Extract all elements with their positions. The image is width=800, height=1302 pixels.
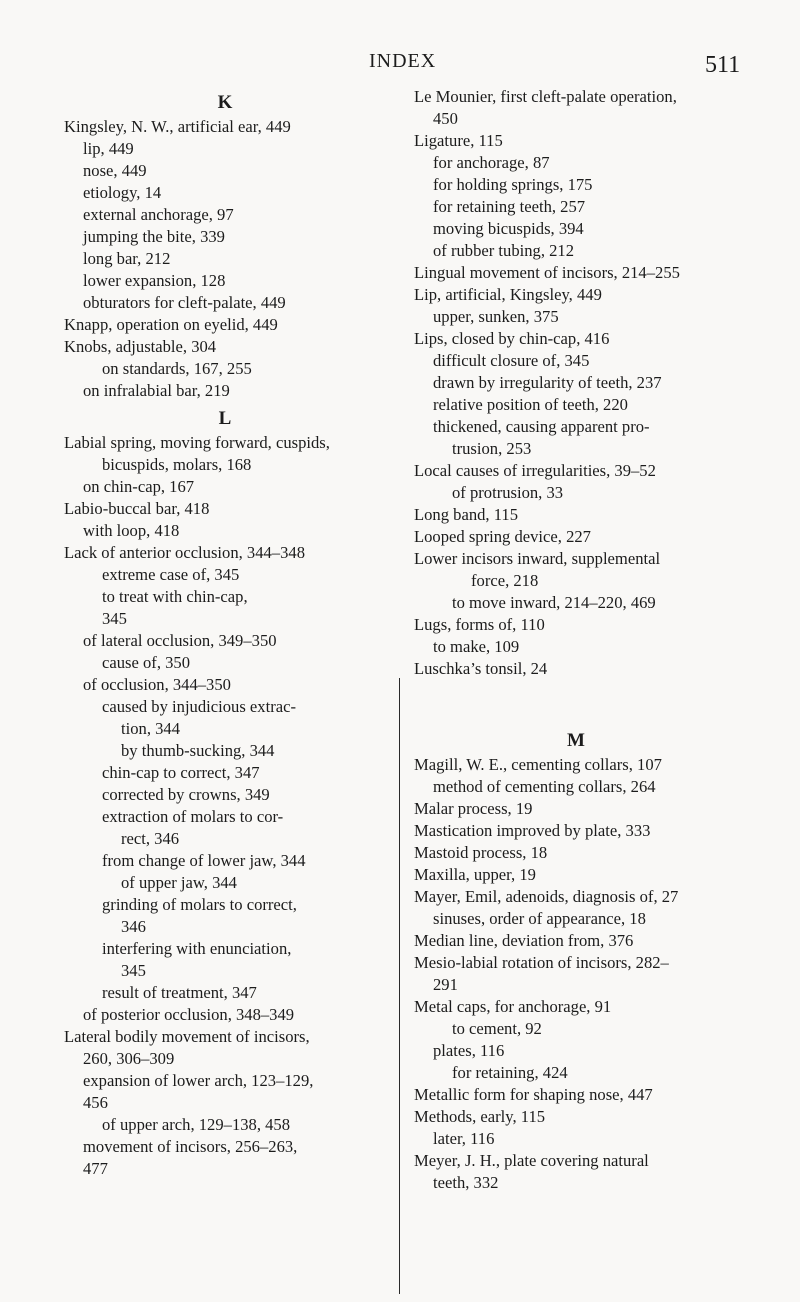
index-subentry: cause of, 350: [102, 653, 191, 672]
index-subentry: caused by injudicious extrac-: [102, 697, 296, 716]
index-entry: Lugs, forms of, 110: [414, 615, 545, 634]
index-subentry: force, 218: [471, 571, 539, 590]
index-entry: Lower incisors inward, supplemental: [414, 549, 661, 568]
index-subentry: 450: [433, 109, 458, 128]
index-subentry: for anchorage, 87: [433, 153, 550, 172]
index-subentry: relative position of teeth, 220: [433, 395, 628, 414]
index-subentry: jumping the bite, 339: [83, 227, 225, 246]
index-subentry: result of treatment, 347: [102, 983, 257, 1002]
index-subentry: sinuses, order of appearance, 18: [433, 909, 646, 928]
index-subentry: extreme case of, 345: [102, 565, 240, 584]
index-subentry: movement of incisors, 256–263,: [83, 1137, 298, 1156]
index-subentry: tion, 344: [121, 719, 181, 738]
page-number: 511: [705, 52, 741, 78]
page-header: [0, 50, 800, 80]
index-entry: Lips, closed by chin-cap, 416: [414, 329, 610, 348]
index-subentry: to move inward, 214–220, 469: [452, 593, 656, 612]
index-subentry: 345: [121, 961, 146, 980]
index-subentry: long bar, 212: [83, 249, 171, 268]
index-entry: Median line, deviation from, 376: [414, 931, 634, 950]
index-entry: Le Mounier, first cleft-palate operation,: [414, 87, 677, 106]
index-entry: Metallic form for shaping nose, 447: [414, 1085, 653, 1104]
index-subentry: extraction of molars to cor-: [102, 807, 284, 826]
index-entry: Knapp, operation on eyelid, 449: [64, 315, 278, 334]
index-entry: Malar process, 19: [414, 799, 533, 818]
index-entry: Mayer, Emil, adenoids, diagnosis of, 27: [414, 887, 679, 906]
index-subentry: for retaining, 424: [452, 1063, 568, 1082]
index-entry: Mesio-labial rotation of incisors, 282–: [414, 953, 669, 972]
index-entry: Ligature, 115: [414, 131, 503, 150]
index-subentry: of lateral occlusion, 349–350: [83, 631, 277, 650]
index-entry: Lingual movement of incisors, 214–255: [414, 263, 680, 282]
index-entry: Lip, artificial, Kingsley, 449: [414, 285, 602, 304]
index-entry: Labio-buccal bar, 418: [64, 499, 210, 518]
index-subentry: etiology, 14: [83, 183, 162, 202]
index-subentry: on chin-cap, 167: [83, 477, 195, 496]
index-column-right: [414, 86, 738, 1194]
index-entry: Methods, early, 115: [414, 1107, 546, 1126]
index-entry: Maxilla, upper, 19: [414, 865, 536, 884]
index-subentry: of upper arch, 129–138, 458: [102, 1115, 291, 1134]
index-subentry: teeth, 332: [433, 1173, 499, 1192]
index-entry: Mastication improved by plate, 333: [414, 821, 651, 840]
index-subentry: of upper jaw, 344: [121, 873, 237, 892]
index-subentry: 260, 306–309: [83, 1049, 175, 1068]
blank-line: [414, 702, 738, 724]
index-subentry: to treat with chin-cap,: [102, 587, 248, 606]
index-subentry: lip, 449: [83, 139, 134, 158]
index-subentry: corrected by crowns, 349: [102, 785, 270, 804]
index-subentry: of rubber tubing, 212: [433, 241, 575, 260]
index-subentry: of protrusion, 33: [452, 483, 564, 502]
index-subentry: on infralabial bar, 219: [83, 381, 230, 400]
index-subentry: for holding springs, 175: [433, 175, 593, 194]
index-subentry: chin-cap to correct, 347: [102, 763, 260, 782]
index-subentry: bicuspids, molars, 168: [102, 455, 252, 474]
index-subentry: thickened, causing apparent pro-: [433, 417, 650, 436]
index-subentry: by thumb-sucking, 344: [121, 741, 275, 760]
section-letter: M: [567, 730, 585, 751]
index-entry: Knobs, adjustable, 304: [64, 337, 217, 356]
index-subentry: grinding of molars to correct,: [102, 895, 297, 914]
running-title: INDEX: [369, 50, 437, 72]
index-subentry: lower expansion, 128: [83, 271, 226, 290]
index-entry: Local causes of irregularities, 39–52: [414, 461, 656, 480]
index-subentry: plates, 116: [433, 1041, 505, 1060]
index-entry: Kingsley, N. W., artificial ear, 449: [64, 117, 291, 136]
index-subentry: of occlusion, 344–350: [83, 675, 231, 694]
index-subentry: rect, 346: [121, 829, 180, 848]
index-entry: Mastoid process, 18: [414, 843, 548, 862]
index-subentry: to cement, 92: [452, 1019, 542, 1038]
index-entry: Looped spring device, 227: [414, 527, 591, 546]
column-divider: [399, 678, 400, 1294]
index-subentry: with loop, 418: [83, 521, 180, 540]
index-subentry: for retaining teeth, 257: [433, 197, 586, 216]
index-entry: Long band, 115: [414, 505, 519, 524]
index-entry: Labial spring, moving forward, cuspids,: [64, 433, 330, 452]
index-subentry: difficult closure of, 345: [433, 351, 590, 370]
index-subentry: method of cementing collars, 264: [433, 777, 656, 796]
index-entry: Metal caps, for anchorage, 91: [414, 997, 612, 1016]
index-subentry: expansion of lower arch, 123–129,: [83, 1071, 314, 1090]
index-subentry: 345: [102, 609, 127, 628]
index-entry: Lateral bodily movement of incisors,: [64, 1027, 310, 1046]
index-subentry: 291: [433, 975, 458, 994]
index-subentry: drawn by irregularity of teeth, 237: [433, 373, 662, 392]
index-subentry: nose, 449: [83, 161, 147, 180]
index-subentry: obturators for cleft-palate, 449: [83, 293, 286, 312]
index-entry: Luschka’s tonsil, 24: [414, 659, 548, 678]
index-subentry: to make, 109: [433, 637, 520, 656]
index-subentry: 477: [83, 1159, 108, 1178]
index-subentry: from change of lower jaw, 344: [102, 851, 306, 870]
index-subentry: 456: [83, 1093, 108, 1112]
index-subentry: later, 116: [433, 1129, 495, 1148]
index-subentry: on standards, 167, 255: [102, 359, 252, 378]
index-entry: Meyer, J. H., plate covering natural: [414, 1151, 649, 1170]
section-letter: K: [217, 92, 233, 113]
index-subentry: interfering with enunciation,: [102, 939, 292, 958]
blank-line: [414, 680, 738, 702]
index-subentry: 346: [121, 917, 146, 936]
index-subentry: upper, sunken, 375: [433, 307, 559, 326]
index-subentry: moving bicuspids, 394: [433, 219, 584, 238]
index-entry: Lack of anterior occlusion, 344–348: [64, 543, 305, 562]
index-column-left: [64, 86, 386, 1180]
index-subentry: external anchorage, 97: [83, 205, 234, 224]
index-subentry: of posterior occlusion, 348–349: [83, 1005, 295, 1024]
section-letter: L: [218, 408, 232, 429]
index-subentry: trusion, 253: [452, 439, 532, 458]
index-entry: Magill, W. E., cementing collars, 107: [414, 755, 662, 774]
